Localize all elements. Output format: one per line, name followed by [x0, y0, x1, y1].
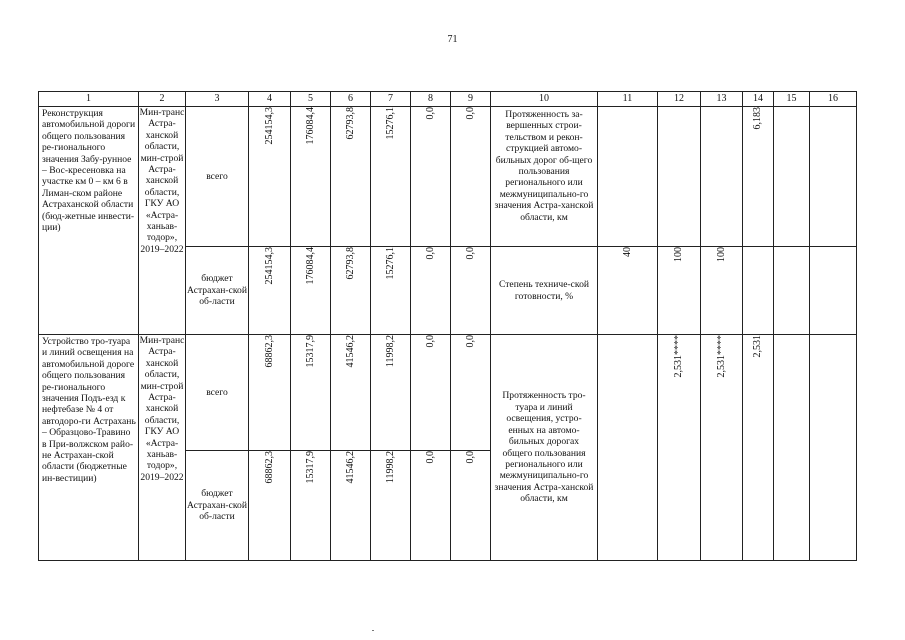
funding-source-cell: всего [186, 335, 249, 451]
executor-cell: Мин-транс Астра-ханской области, мин-строй Астра-ханской области, ГКУ АО «Астра-ханьав-тодор», 2019–2022 [139, 107, 186, 335]
value-col8: 0,0 [424, 107, 436, 120]
value-col12: 2,531**** [673, 335, 685, 378]
value-col9: 0,0 [464, 247, 476, 260]
value-col5: 176084,4 [304, 107, 316, 145]
value-col7: 15276,1 [384, 247, 396, 280]
value-col5: 176084,4 [304, 247, 316, 285]
header-cell: 2 [139, 92, 186, 107]
value-col14: 2,531 [752, 335, 764, 358]
value-col5: 15317,9 [304, 335, 316, 368]
value-col6: 62793,8 [344, 107, 356, 140]
value-col14: 6,183 [752, 107, 764, 130]
header-cell: 16 [810, 92, 857, 107]
value-col6: 62793,8 [344, 247, 356, 280]
value-col7: 15276,1 [384, 107, 396, 140]
header-cell: 1 [39, 92, 139, 107]
indicator-cell: Степень техниче-ской готовности, % [491, 247, 598, 335]
value-col8: 0,0 [424, 335, 436, 348]
value-col8: 0,0 [424, 247, 436, 260]
header-cell: 3 [186, 92, 249, 107]
value-col4: 68862,3 [263, 335, 275, 368]
value-col7: 11998,2 [384, 335, 396, 368]
program-table [38, 91, 857, 561]
header-cell: 8 [411, 92, 451, 107]
header-cell: 9 [451, 92, 491, 107]
indicator-cell: Протяженность за-вершенных строи-тельством и рекон-струкцией автомо-бильных дорог об-щего пользования регионального или межмуниципально-го значения Астра-ханской области, км [491, 107, 598, 247]
value-col7: 11998,2 [384, 451, 396, 484]
header-cell: 11 [598, 92, 658, 107]
value-col4: 68862,3 [263, 451, 275, 484]
value-col4: 254154,3 [263, 247, 275, 285]
value-col4: 254154,3 [263, 107, 275, 145]
value-col9: 0,0 [464, 335, 476, 348]
header-cell: 12 [658, 92, 701, 107]
value-col8: 0,0 [424, 451, 436, 464]
value-col9: 0,0 [464, 107, 476, 120]
value-col13: 2,531**** [715, 335, 727, 378]
value-col9: 0,0 [464, 451, 476, 464]
scan-speck [372, 630, 374, 631]
page-number: 71 [447, 34, 458, 45]
header-cell: 15 [774, 92, 810, 107]
indicator-cell: Протяженность тро-туара и линий освещения, устро-енных на автомо-бильных дорогах общего пользования регионального или межмуниципально-го значения Астра-ханской области, км [491, 335, 598, 561]
project-name-cell: Устройство тро-туара и линий освещения на автомобильной дороге общего пользования ре-гионального значения Подъ-езд к нефтебазе № 4 от автодоро-ги Астрахань – Образцово-Травино в При-волжском райо-не Астрахан-ской области (бюджетные ин-вестиции) [39, 335, 139, 561]
header-cell: 14 [743, 92, 774, 107]
table-row [39, 107, 857, 247]
header-cell: 5 [291, 92, 331, 107]
funding-source-cell: бюджет Астрахан-ской об-ласти [186, 247, 249, 335]
header-cell: 4 [249, 92, 291, 107]
value-col12: 100 [673, 247, 685, 262]
executor-cell: Мин-транс Астра-ханской области, мин-строй Астра-ханской области, ГКУ АО «Астра-ханьав-тодор», 2019–2022 [139, 335, 186, 561]
header-row [39, 92, 857, 107]
header-cell: 10 [491, 92, 598, 107]
value-col6: 41546,2 [344, 335, 356, 368]
funding-source-cell: бюджет Астрахан-ской об-ласти [186, 451, 249, 561]
header-cell: 13 [701, 92, 743, 107]
header-cell: 6 [331, 92, 371, 107]
value-col13: 100 [715, 247, 727, 262]
table-row [39, 335, 857, 451]
header-cell: 7 [371, 92, 411, 107]
project-name-cell: Реконструкция автомобильной дороги общего пользования ре-гионального значения Забу-рунное – Вос-кресеновка на участке км 0 – км 6 в Лиман-ском районе Астраханской области (бюд-жетные инвести-ции) [39, 107, 139, 335]
value-col11: 40 [621, 247, 633, 257]
value-col5: 15317,9 [304, 451, 316, 484]
value-col6: 41546,2 [344, 451, 356, 484]
funding-source-cell: всего [186, 107, 249, 247]
